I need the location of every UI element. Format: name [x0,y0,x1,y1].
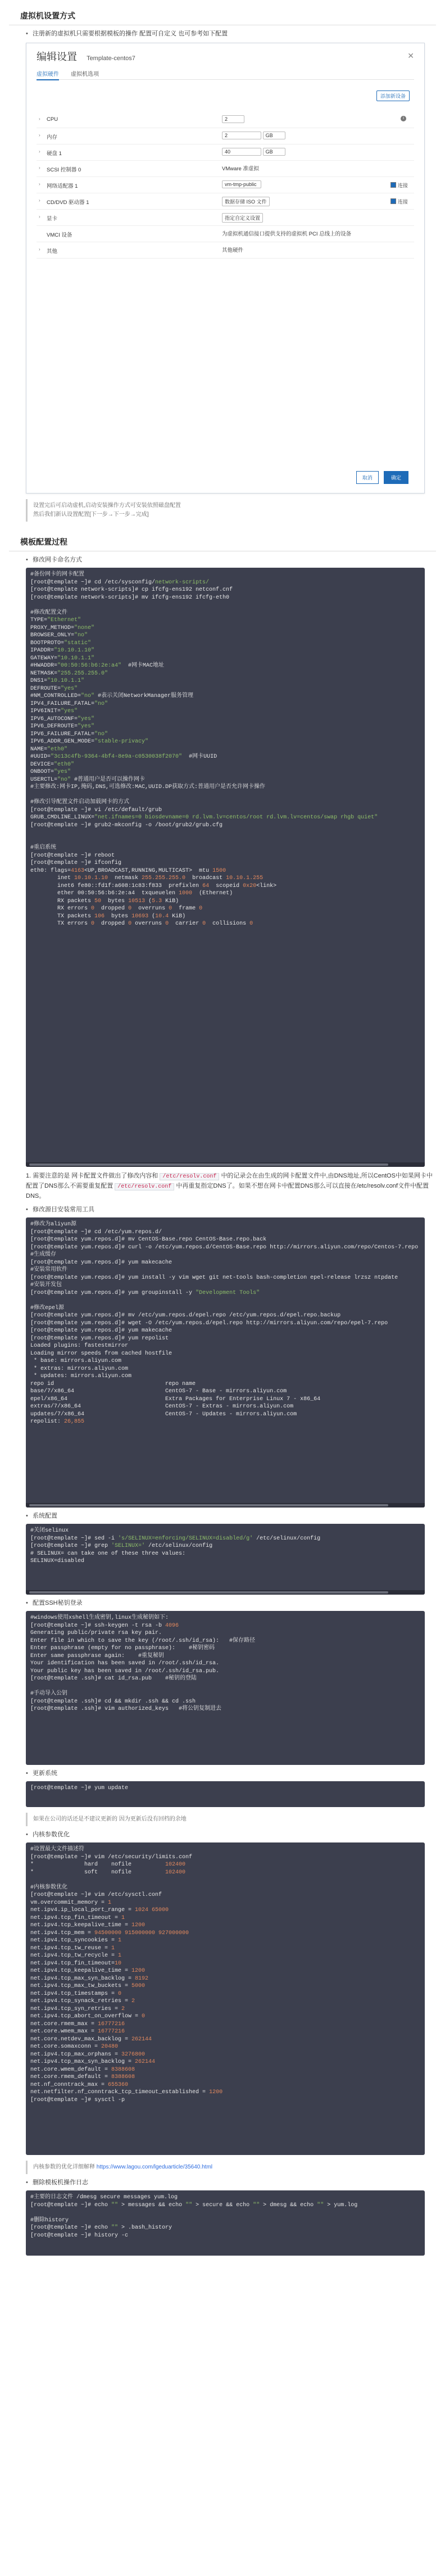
row-cdrom[interactable] [37,193,414,210]
connect-checkbox[interactable]: 连接 [390,198,408,205]
row-value: 为虚拟机通信接口提供支持的虚拟机 PCI 总线上的设备 [222,231,352,237]
row-label: 显卡 [47,216,58,222]
connect-checkbox[interactable]: 连接 [390,182,408,189]
row-label: 其他 [47,248,58,255]
dialog-tabs [37,69,414,80]
dialog-subtitle: Template-centos7 [87,55,135,62]
bullet-system-config: • 系统配置 [26,1512,436,1520]
dialog-title: 编辑设置 [37,51,77,62]
code-block-update[interactable]: [root@template ~]# yum update [26,1781,425,1807]
tab-vm-options[interactable]: 虚拟机选项 [71,71,99,78]
row-label: SCSI 控制器 0 [47,167,81,173]
memory-unit-select[interactable]: GB [263,132,285,139]
bullet-yum-tools: • 修改源目安装常用工具 [26,1206,436,1214]
tab-virtual-hardware[interactable]: 虚拟硬件 [37,69,59,80]
row-label: VMCI 设备 [47,232,72,238]
code-block-yum[interactable]: #修改为aliyun源 [root@template ~]# cd /etc/yum.repos.d/ [root@template yum.repos.d]# mv CentOS-Base.repo CentOS-Base.repo.back [root@template yum.repos.d]# curl -o /etc/yum.repos.d/CentOS-Base.repo http://mirrors.aliyun.com/repo/Centos-7.repo #生成缓存 [root@template yum.repos.d]# yum makecache #安装常用软件 [root@template yum.repos.d]# yum install -y vim wget git net-tools bash-completion epel-release lrzsz ntpdate #安装开发包 [root@template yum.repos.d]# yum groupinstall -y "Development Tools" #修改epel源 [root@template yum.repos.d]# mv /etc/yum.repos.d/epel.repo /etc/yum.repos.d/epel.repo.backup [root@template yum.repos.d]# wget -O /etc/yum.repos.d/epel.repo http://mirrors.aliyun.com/repo/epel-7.repo [root@template yum.repos.d]# yum makecache [root@template yum.repos.d]# yum repolist Loaded plugins: fastestmirror Loading mirror speeds from cached hostfile * base: mirrors.aliyun.com * extras: mirrors.aliyun.com * updates: mirrors.aliyun.com repo id repo name base/7/x86_64 CentOS-7 - Base - mirrors.aliyun.com epel/x86_64 Extra Packages for Enterprise Linux 7 - x86_64 extras/7/x86_64 CentOS-7 - Extras - mirrors.aliyun.com updates/7/x86_64 CentOS-7 - Updates - mirrors.aliyun.com repolist: 26,855 [26,1217,425,1507]
bullet-delete-logs: • 删除模板机操作日志 [26,2179,436,2187]
bullet-ssh-key: • 配置SSH秘钥登录 [26,1599,436,1608]
bullet-nic-naming: • 修改网卡命名方式 [26,556,436,564]
row-value: VMware 准虚拟 [222,166,259,172]
code-block-nic[interactable]: #备份网卡的网卡配置 [root@template ~]# cd /etc/sysconfig/network-scripts/ [root@template network-scripts]# cp ifcfg-ens192 netconf.cnf [root@template network-scripts]# mv ifcfg-ens192 ifcfg-eth0 #修改配置文件 TYPE="Ethernet" PROXY_METHOD="none" BROWSER_ONLY="no" BOOTPROTO="static" IPADDR="10.10.1.10" GATEWAY="10.10.1.1" #HWADDR="00:50:56:b6:2e:a4" #网卡MAC地址 NETMASK="255.255.255.0" DNS1="10.10.1.1" DEFROUTE="yes" #NM_CONTROLLED="no" #表示关闭NetworkManager服务管理 IPV4_FAILURE_FATAL="no" IPV6INIT="yes" IPV6_AUTOCONF="yes" IPV6_DEFROUTE="yes" IPV6_FAILURE_FATAL="no" IPV6_ADDR_GEN_MODE="stable-privacy" NAME="eth0" #UUID="3c13c4fb-9364-4bf4-8e9a-c0530038f2070" #网卡UUID DEVICE="eth0" ONBOOT="yes" USERCTL="no" #普通用户是否可以操作网卡 #主要修改:网卡IP,掩码,DNS,可选修改:MAC,UUID.DP获取方式:普通用户是否允许网卡操作 #修改引导配置文件启动加载网卡的方式 [root@template ~]# vi /etc/default/grub GRUB_CMDLINE_LINUX="net.ifnames=0 biosdevname=0 rd.lvm.lv=centos/root rd.lvm.lv=centos/swap rhgb quiet" [root@template ~]# grub2-mkconfig -o /boot/grub2/grub.cfg #重启系统 [root@template ~]# reboot [root@template ~]# ifconfig eth0: flags=4163<UP,BROADCAST,RUNNING,MULTICAST> mtu 1500 inet 10.10.1.10 netmask 255.255.255.0 broadcast 10.10.1.255 inet6 fe80::fd1f:a608:1c83:f833 prefixlen 64 scopeid 0x20<link> ether 00:50:56:b6:2e:a4 txqueuelen 1000 (Ethernet) RX packets 50 bytes 10513 (5.3 KiB) RX errors 0 dropped 0 overruns 0 frame 0 TX packets 106 bytes 10693 (10.4 KiB) TX errors 0 dropped 0 overruns 0 carrier 0 collisions 0 [26,568,425,1167]
row-disk-1[interactable] [37,144,414,161]
bullet-update-system: • 更新系统 [26,1769,436,1778]
row-label: CD/DVD 驱动器 1 [47,200,89,206]
row-network[interactable] [37,177,414,193]
code-block-ssh[interactable]: #windows使用xshell生成密钥,linux生成秘钥如下: [root@template ~]# ssh-keygen -t rsa -b 4096 Generating public/private rsa key pair. Enter file in which to save the key (/root/.ssh/id_rsa): #保存路径 Enter passphrase (empty for no passphrase): #秘钥密码 Enter same passphrase again: #重复秘钥 Your identification has been saved in /root/.ssh/id_rsa. Your public key has been saved in /root/.ssh/id_rsa.pub. [root@template .ssh]# cat id_rsa.pub #秘钥的登陆 #手动导入公钥 [root@template .ssh]# cd && mkdir .ssh && cd .ssh [root@template .ssh]# vim authorized_keys #将公钥复制进去 [26,1611,425,1765]
disk-unit-select[interactable]: GB [263,148,285,156]
vm-settings-screenshot [26,43,425,494]
row-other[interactable] [37,242,414,259]
bullet-vm-settings: • 注册新的虚拟机只需要根据模板的操作 配置可自定义 也可参考如下配置 [26,30,436,38]
chevron-right-icon[interactable]: › [39,149,40,154]
row-vmci [37,226,414,242]
section-title-vm-settings: 虚拟机设置方式 [9,0,436,25]
chevron-right-icon[interactable]: › [39,182,40,187]
bullet-kernel-tuning: • 内核参数优化 [26,1831,436,1839]
hardware-list [37,112,414,259]
code-block-selinux[interactable]: #关闭selinux [root@template ~]# sed -i 's/SELINUX=enforcing/SELINUX=disabled/g' /etc/selinux/config [root@template ~]# grep 'SELINUX=' /etc/selinux/config # SELINUX= can take one of these three values: SELINUX=disabled [26,1524,425,1595]
cancel-button[interactable]: 取消 [356,471,379,484]
chevron-right-icon[interactable]: › [39,214,40,219]
add-device-button[interactable]: 添加新设备 [376,90,410,101]
dns-note: 1. 需要注意的是 网卡配置文件做出了修改内容和 /etc/resolv.conf 中的记录会在由生成的网卡配置文件中,由DNS地址,所以CentOS中如果网卡中配置了DNS那么不需要重复配置 /etc/resolv.conf 中再重复指定DNS了。如果不想在网卡中配置DNS那么可以直接在/etc/resolv.conf文件中配置DNS。 [26,1172,433,1199]
kernel-tuning-note: 内核参数的优化详细解释 https://www.lagou.com/lgeduarticle/35640.html [26,2161,436,2174]
kernel-tuning-link[interactable]: https://www.lagou.com/lgeduarticle/35640.html [96,2164,213,2170]
update-warning: 如果在公司的话还是不建议更新的 因为更新后没有回档的余地 [26,1813,436,1826]
row-cpu[interactable] [37,112,414,128]
chevron-right-icon[interactable]: › [39,133,40,138]
row-label: 内存 [47,134,58,141]
video-select[interactable]: 指定自定义设置 [222,213,263,223]
network-select[interactable]: vm-tmp-public [222,180,261,188]
row-label: 网络适配器 1 [47,183,78,189]
info-icon[interactable]: i [401,116,406,121]
disk-input[interactable]: 40 [222,148,261,156]
cdrom-select[interactable]: 数据存储 ISO 文件 [222,197,270,206]
row-scsi[interactable] [37,161,414,177]
vm-setup-note: 设置完后可启动虚机,启动安装操作方式可安装依照磁盘配置 然后我们新认设置配置[下一步→下一步→完成] [26,499,436,522]
row-label: 硬盘 1 [47,151,62,157]
cpu-select[interactable]: 2 [222,115,244,123]
memory-input[interactable]: 2 [222,132,261,139]
row-video[interactable] [37,210,414,226]
chevron-right-icon[interactable]: › [39,247,40,252]
row-label: CPU [47,116,58,123]
row-memory[interactable] [37,128,414,144]
section-title-template-config: 模板配置过程 [9,526,436,551]
close-icon[interactable]: ✕ [407,51,414,60]
code-block-kernel[interactable]: #设置最大文件描述符 [root@template ~]# vim /etc/security/limits.conf * hard nofile 102400 * soft nofile 102400 #内核参数优化 [root@template ~]# vim /etc/sysctl.conf vm.overcommit_memory = 1 net.ipv4.ip_local_port_range = 1024 65000 net.ipv4.tcp_fin_timeout = 1 net.ipv4.tcp_keepalive_time = 1200 net.ipv4.tcp_mem = 94500000 915000000 927000000 net.ipv4.tcp_syncookies = 1 net.ipv4.tcp_tw_reuse = 1 net.ipv4.tcp_tw_recycle = 1 net.ipv4.tcp_fin_timeout=10 net.ipv4.tcp_keepalive_time = 1200 net.ipv4.tcp_max_syn_backlog = 8192 net.ipv4.tcp_max_tw_buckets = 5000 net.ipv4.tcp_timestamps = 0 net.ipv4.tcp_synack_retries = 2 net.ipv4.tcp_syn_retries = 2 net.ipv4.tcp_abort_on_overflow = 0 net.core.rmem_max = 16777216 net.core.wmem_max = 16777216 net.core.netdev_max_backlog = 262144 net.core.somaxconn = 20480 net.ipv4.tcp_max_orphans = 3276800 net.ipv4.tcp_max_syn_backlog = 262144 net.core.wmem_default = 8388608 net.core.rmem_default = 8388608 net.nf_conntrack_max = 655360 net.netfilter.nf_conntrack_tcp_timeout_established = 1200 [root@template ~]# sysctl -p [26,1842,425,2155]
chevron-right-icon[interactable]: › [39,198,40,203]
code-block-logs[interactable]: #主要的日志文件 /dmesg secure messages yum.log [root@template ~]# echo "" > messages && echo "" > secure && echo "" > dmesg && echo "" > yum.log #删除history [root@template ~]# echo "" > .bash_history [root@template ~]# history -c [26,2190,425,2256]
row-value: 其他硬件 [222,247,244,253]
chevron-right-icon[interactable]: › [39,116,40,121]
chevron-right-icon[interactable]: › [39,165,40,170]
ok-button[interactable]: 确定 [384,471,408,484]
